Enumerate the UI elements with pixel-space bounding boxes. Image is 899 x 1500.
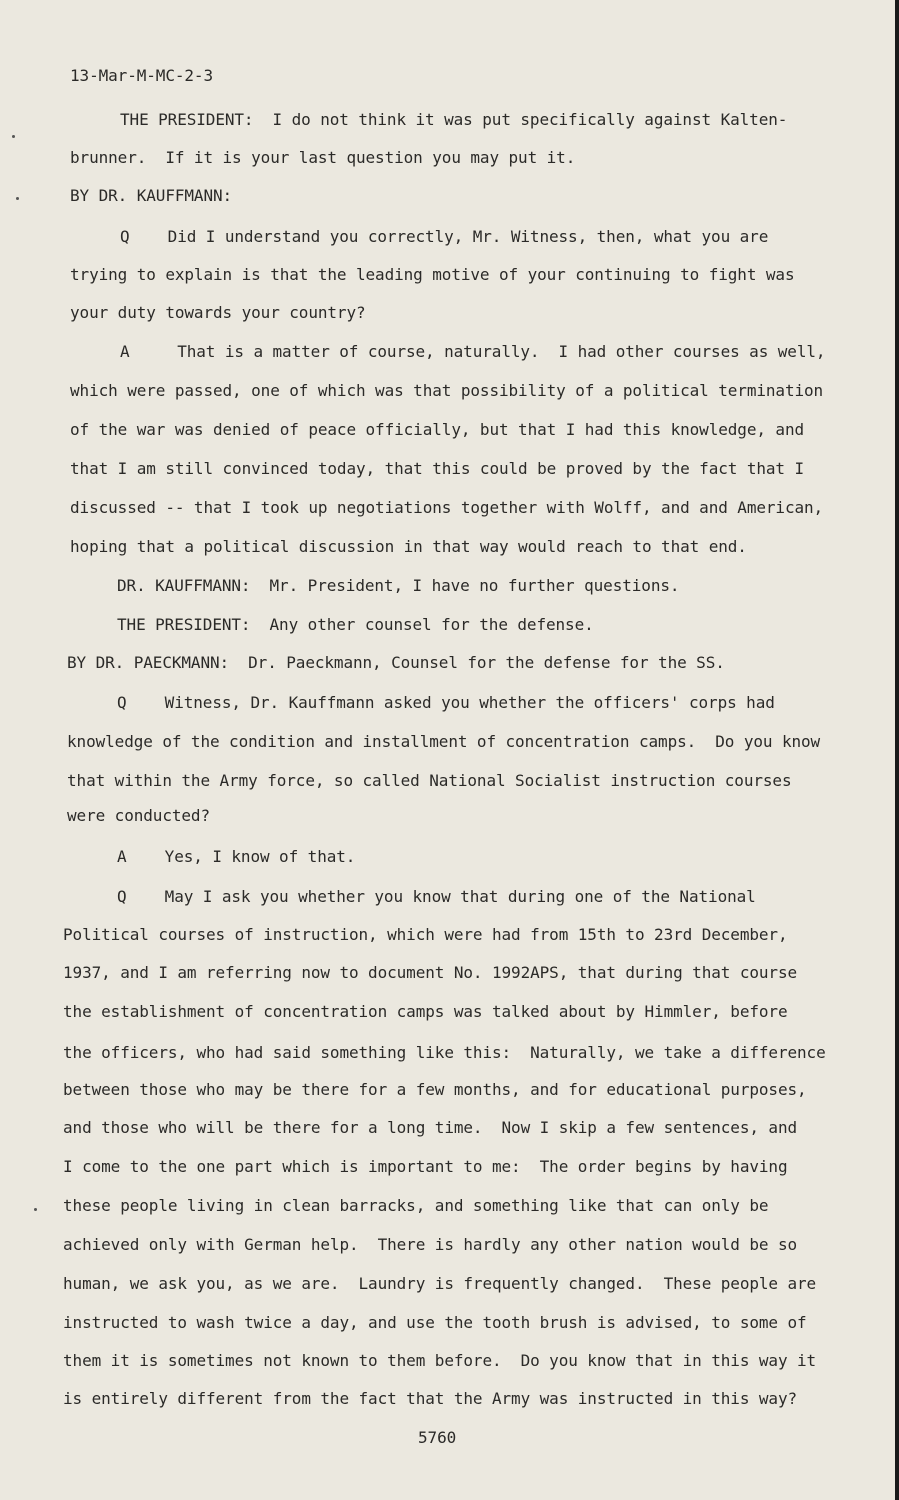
text-line: BY DR. KAUFFMANN: <box>70 186 233 205</box>
text-line: discussed -- that I took up negotiations together with Wolff, and and American, <box>70 498 824 517</box>
text-line: Q May I ask you whether you know that during one of the National <box>117 887 756 906</box>
text-line: is entirely different from the fact that the Army was instructed in this way? <box>63 1389 798 1408</box>
margin-mark <box>12 135 15 138</box>
text-line: which were passed, one of which was that possibility of a political termination <box>70 381 824 400</box>
text-line: these people living in clean barracks, and something like that can only be <box>63 1196 769 1215</box>
text-line: 1937, and I am referring now to document No. 1992APS, that during that course <box>63 963 798 982</box>
text-line: I come to the one part which is important to me: The order begins by having <box>63 1157 788 1176</box>
text-line: THE PRESIDENT: I do not think it was put specifically against Kalten- <box>120 110 788 129</box>
text-line: that I am still convinced today, that this could be proved by the fact that I <box>70 459 805 478</box>
text-line: A Yes, I know of that. <box>117 847 356 866</box>
text-line: knowledge of the condition and installment of concentration camps. Do you know <box>67 732 821 751</box>
text-line: trying to explain is that the leading motive of your continuing to fight was <box>70 265 795 284</box>
text-line: that within the Army force, so called National Socialist instruction courses <box>67 771 792 790</box>
text-line: the officers, who had said something like this: Naturally, we take a difference <box>63 1043 826 1062</box>
text-line: instructed to wash twice a day, and use the tooth brush is advised, to some of <box>63 1313 807 1332</box>
text-line: between those who may be there for a few months, and for educational purposes, <box>63 1080 807 1099</box>
text-line: your duty towards your country? <box>70 303 366 322</box>
text-line: A That is a matter of course, naturally. I had other courses as well, <box>120 342 826 361</box>
text-line: THE PRESIDENT: Any other counsel for the defense. <box>117 615 594 634</box>
text-line: the establishment of concentration camps was talked about by Himmler, before <box>63 1002 788 1021</box>
text-line: them it is sometimes not known to them before. Do you know that in this way it <box>63 1351 817 1370</box>
text-line: BY DR. PAECKMANN: Dr. Paeckmann, Counsel for the defense for the SS. <box>67 653 725 672</box>
text-line: of the war was denied of peace officially, but that I had this knowledge, and <box>70 420 805 439</box>
margin-mark <box>16 197 19 200</box>
text-line: hoping that a political discussion in that way would reach to that end. <box>70 537 747 556</box>
text-line: Political courses of instruction, which were had from 15th to 23rd December, <box>63 925 788 944</box>
text-line: were conducted? <box>67 806 210 825</box>
text-line: Q Did I understand you correctly, Mr. Witness, then, what you are <box>120 227 769 246</box>
text-line: and those who will be there for a long time. Now I skip a few sentences, and <box>63 1118 798 1137</box>
text-line: brunner. If it is your last question you may put it. <box>70 148 576 167</box>
text-line: achieved only with German help. There is hardly any other nation would be so <box>63 1235 798 1254</box>
margin-mark <box>34 1208 37 1211</box>
text-line: human, we ask you, as we are. Laundry is frequently changed. These people are <box>63 1274 817 1293</box>
text-line: DR. KAUFFMANN: Mr. President, I have no further questions. <box>117 576 680 595</box>
page-header: 13-Mar-M-MC-2-3 <box>70 66 213 85</box>
page-number: 5760 <box>418 1428 457 1447</box>
text-line: Q Witness, Dr. Kauffmann asked you whether the officers' corps had <box>117 693 775 712</box>
